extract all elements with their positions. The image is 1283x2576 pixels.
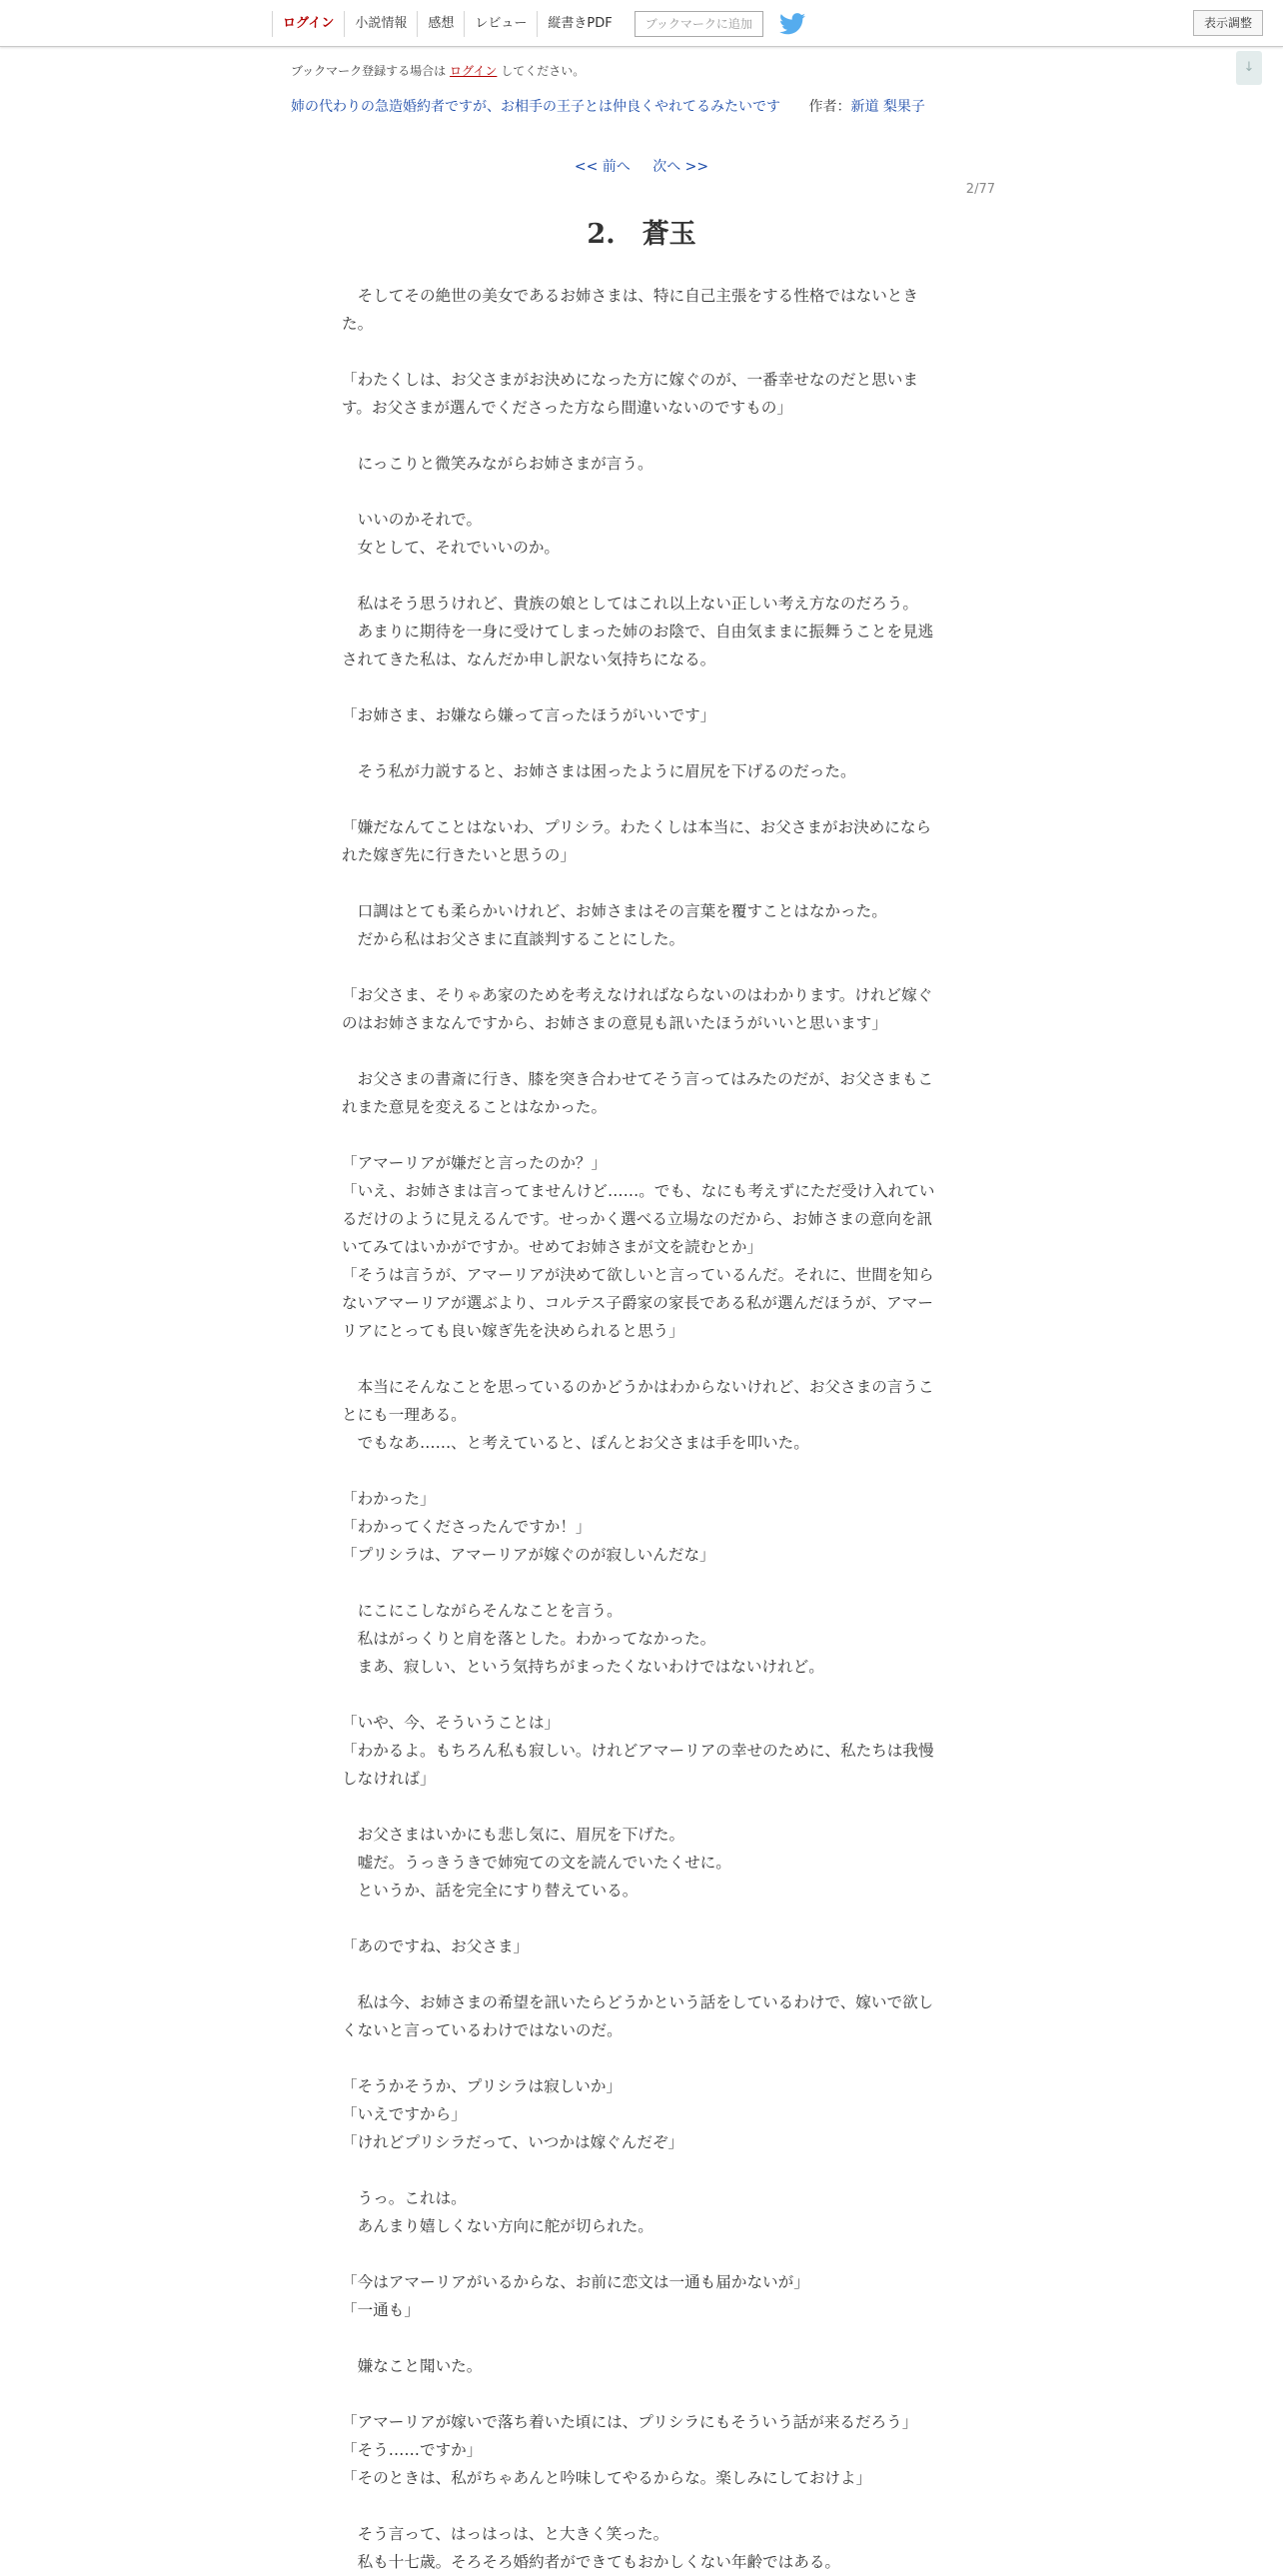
page-count: 2/77 xyxy=(965,182,995,197)
text-line: 「嫌だなんてことはないわ、プリシラ。わたくしは本当に、お父さまがお決めになられた嫁ぎ先に行きたいと思うの」 xyxy=(342,818,932,864)
blank-line xyxy=(342,478,941,506)
blank-line xyxy=(342,2324,941,2352)
text-line: 「そう……ですか」 xyxy=(342,2441,483,2459)
bookmark-notice-text-after: してください。 xyxy=(501,64,586,78)
twitter-bird-icon[interactable] xyxy=(779,13,805,35)
next-chapter-link[interactable]: 次へ >> xyxy=(652,159,709,175)
text-line: 私は今、お姉さまの希望を訊いたらどうかという話をしているわけで、嫁いで欲しくないと言っているわけではないのだ。 xyxy=(342,1993,934,2039)
text-line: あんまり嬉しくない方向に舵が切られた。 xyxy=(342,2217,653,2235)
chapter-pager xyxy=(0,156,1283,176)
text-line: 「わたくしは、お父さまがお決めになった方に嫁ぐのが、一番幸せなのだと思います。お父さまが選んでくださった方なら間違いないのですもの」 xyxy=(342,371,918,417)
text-line: うっ。これは。 xyxy=(342,2189,467,2207)
blank-line xyxy=(342,1960,941,1988)
author-label: 作者： xyxy=(808,99,851,115)
text-line: でもなあ……、と考えていると、ぽんとお父さまは手を叩いた。 xyxy=(342,1434,809,1452)
text-line: 「プリシラは、アマーリアが嫁ぐのが寂しいんだな」 xyxy=(342,1546,715,1564)
blank-line xyxy=(342,1569,941,1597)
text-line: 女として、それでいいのか。 xyxy=(342,539,561,557)
blank-line xyxy=(342,673,941,701)
text-line: そう私が力説すると、お姉さまは困ったように眉尻を下げるのだった。 xyxy=(342,762,856,780)
text-line: 「わかってくださったんですか！」 xyxy=(342,1518,592,1536)
text-line: 本当にそんなことを思っているのかどうかはわからないけれど、お父さまの言うことにも一理ある。 xyxy=(342,1378,934,1424)
blank-line xyxy=(342,1681,941,1709)
text-line: 「わかった」 xyxy=(342,1490,436,1508)
nav-impressions-link[interactable]: 感想 xyxy=(417,11,464,37)
text-line: 嫌なこと聞いた。 xyxy=(342,2357,483,2375)
text-line: 「アマーリアが嫌だと言ったのか？」 xyxy=(342,1154,608,1172)
text-line: にこにこしながらそんなことを言う。 xyxy=(342,1602,623,1620)
blank-line xyxy=(342,422,941,450)
text-line: 「お父さま、そりゃあ家のためを考えなければならないのはわかります。けれど嫁ぐのはお姉さまなんですから、お姉さまの意見も訊いたほうがいいと思います」 xyxy=(342,986,933,1032)
blank-line xyxy=(342,953,941,981)
bookmark-notice-login-link[interactable]: ログイン xyxy=(450,64,498,78)
novel-header xyxy=(291,96,925,116)
blank-line xyxy=(342,1121,941,1149)
blank-line xyxy=(342,729,941,757)
text-line: 「そうは言うが、アマーリアが決めて欲しいと言っているんだ。それに、世間を知らないアマーリアが選ぶより、コルテス子爵家の家長である私が選んだほうが、アマーリアにとっても良い嫁ぎ先を決められると思う」 xyxy=(342,1266,934,1340)
text-line: 「いや、今、そういうことは」 xyxy=(342,1714,561,1732)
text-line: 「そのときは、私がちゃあんと吟味してやるからな。楽しみにしておけよ」 xyxy=(342,2469,872,2487)
blank-line xyxy=(342,785,941,813)
text-line: あまりに期待を一身に受けてしまった姉のお陰で、自由気ままに振舞うことを見逃されてきた私は、なんだか申し訳ない気持ちになる。 xyxy=(342,623,934,668)
blank-line xyxy=(342,2044,941,2072)
text-line: だから私はお父さまに直談判することにした。 xyxy=(342,930,685,948)
bookmark-notice xyxy=(291,62,585,79)
text-line: いいのかそれで。 xyxy=(342,511,483,529)
nav-vertical-pdf-link[interactable]: 縦書きPDF xyxy=(537,11,622,37)
text-line: お父さまはいかにも悲し気に、眉尻を下げた。 xyxy=(342,1826,685,1844)
chapter-title: 2. 蒼玉 xyxy=(587,219,696,250)
nav-novel-info-link[interactable]: 小説情報 xyxy=(344,11,417,37)
novel-title-link[interactable]: 姉の代わりの急造婚約者ですが、お相手の王子とは仲良くやれてるみたいです xyxy=(291,99,780,115)
blank-line xyxy=(342,869,941,897)
prev-chapter-link[interactable]: << 前へ xyxy=(574,159,631,175)
text-line: 「一通も」 xyxy=(342,2301,420,2319)
blank-line xyxy=(342,1905,941,1932)
author-name-link[interactable]: 新道 梨果子 xyxy=(850,99,925,115)
blank-line xyxy=(342,562,941,590)
text-line: そしてその絶世の美女であるお姉さまは、特に自己主張をする性格ではないときた。 xyxy=(342,287,918,333)
text-line: というか、話を完全にすり替えている。 xyxy=(342,1882,639,1900)
text-line: にっこりと微笑みながらお姉さまが言う。 xyxy=(342,455,653,473)
blank-line xyxy=(342,2492,941,2520)
text-line: まあ、寂しい、という気持ちがまったくないわけではないけれど。 xyxy=(342,1658,824,1676)
text-line: 「いえですから」 xyxy=(342,2105,467,2123)
text-line: 私はそう思うけれど、貴族の娘としてはこれ以上ない正しい考え方なのだろう。 xyxy=(342,595,918,613)
nav-review-link[interactable]: レビュー xyxy=(464,11,537,37)
text-line: 「今はアマーリアがいるからな、お前に恋文は一通も届かないが」 xyxy=(342,2273,809,2291)
top-navigation-bar xyxy=(0,0,1283,47)
arrow-down-icon[interactable]: ↓ xyxy=(1236,51,1262,85)
nav-menu xyxy=(272,10,805,38)
text-line: 「けれどプリシラだって、いつかは嫁ぐんだぞ」 xyxy=(342,2133,684,2151)
text-line: 「いえ、お姉さまは言ってませんけど……。でも、なにも考えずにただ受け入れているだけのように見えるんです。せっかく選べる立場なのだから、お姉さまの意向を訊いてみてはいかがですか。せめてお姉さまが文を読むとか」 xyxy=(342,1182,935,1256)
text-line: 「アマーリアが嫁いで落ち着いた頃には、プリシラにもそういう話が来るだろう」 xyxy=(342,2413,918,2431)
text-line: 私も十七歳。そろそろ婚約者ができてもおかしくない年齢ではある。 xyxy=(342,2553,841,2571)
blank-line xyxy=(342,2240,941,2268)
text-line: 口調はとても柔らかいけれど、お姉さまはその言葉を覆すことはなかった。 xyxy=(342,902,887,920)
display-settings-button[interactable]: 表示調整 xyxy=(1193,10,1263,36)
text-line: 「わかるよ。もちろん私も寂しい。けれどアマーリアの幸せのために、私たちは我慢しなければ」 xyxy=(342,1742,934,1788)
text-line: 私はがっくりと肩を落とした。わかってなかった。 xyxy=(342,1630,716,1648)
text-line: 嘘だ。うっきうきで姉宛ての文を読んでいたくせに。 xyxy=(342,1854,731,1872)
bookmark-notice-text: ブックマーク登録する場合は xyxy=(291,64,447,78)
add-bookmark-button[interactable]: ブックマークに追加 xyxy=(635,11,763,37)
text-line: 「あのですね、お父さま」 xyxy=(342,1937,530,1955)
text-line: そう言って、はっはっは、と大きく笑った。 xyxy=(342,2525,669,2543)
text-line: 「お姉さま、お嫌なら嫌って言ったほうがいいです」 xyxy=(342,706,716,724)
blank-line xyxy=(342,1345,941,1373)
chapter-body-text xyxy=(342,282,941,2576)
blank-line xyxy=(342,1457,941,1485)
blank-line xyxy=(342,2156,941,2184)
blank-line xyxy=(342,1793,941,1821)
text-line: 「そうかそうか、プリシラは寂しいか」 xyxy=(342,2077,623,2095)
blank-line xyxy=(342,1037,941,1065)
nav-login-link[interactable]: ログイン xyxy=(272,11,344,37)
blank-line xyxy=(342,2380,941,2408)
text-line: お父さまの書斎に行き、膝を突き合わせてそう言ってはみたのだが、お父さまもこれまた意見を変えることはなかった。 xyxy=(342,1070,933,1116)
blank-line xyxy=(342,338,941,366)
